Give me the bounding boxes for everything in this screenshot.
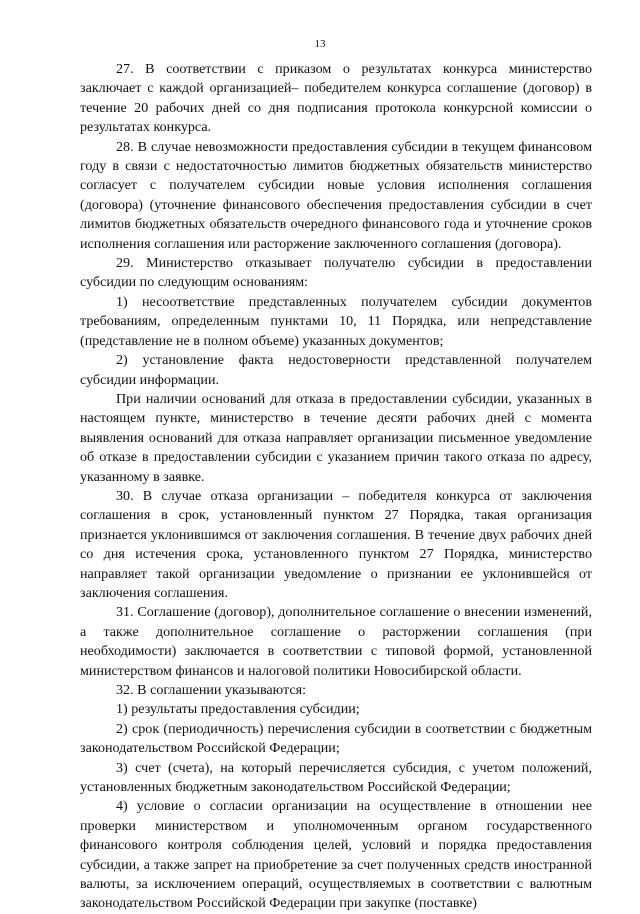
- paragraph-32-item-1: 1) результаты предоставления субсидии;: [116, 701, 360, 718]
- paragraph-31: 31. Соглашение (договор), дополнительное соглашение о внесении изменений, а также дополнительное соглашение о расторжении соглашения (при необходимости) заключается в соответствии с типовой формой, установленной министерством финансов и налоговой политики Новосибирской области.: [80, 604, 592, 679]
- paragraph-28: 28. В случае невозможности предоставления субсидии в текущем финансовом году в связи с недостаточностью лимитов бюджетных обязательств министерство согласует с получателем субсидии новые условия исполнения соглашения (договора) (уточнение финансового обеспечения предоставления субсидии в счет лимитов бюджетных обязательств очередного финансового года и уточнение сроков исполнения соглашения или расторжение заключенного соглашения (договора).: [80, 138, 592, 252]
- paragraph-32-item-2: 2) срок (периодичность) перечисления субсидии в соответствии с бюджетным законодательством Российской Федерации;: [80, 720, 592, 757]
- paragraph-29: 29. Министерство отказывает получателю субсидии в предоставлении субсидии по следующим основаниям:: [80, 255, 592, 291]
- paragraph-32: 32. В соглашении указываются:: [116, 682, 307, 698]
- paragraph-29-item-1: 1) несоответствие представленных получателем субсидии документов требованиям, определенным пунктами 10, 11 Порядка, или непредставление (представление не в полном объеме) указанных документов;: [80, 293, 592, 349]
- paragraph-27: 27. В соответствии с приказом о результатах конкурса министерство заключает с каждой организацией– победителем конкурса соглашение (договор) в течение 20 рабочих дней со дня подписания протокола конкурсной комиссии о результатах конкурса.: [80, 61, 592, 136]
- paragraph-29-item-2: 2) установление факта недостоверности представленной получателем субсидии информации.: [80, 352, 592, 388]
- paragraph-29-refusal: При наличии оснований для отказа в предоставлении субсидии, указанных в настоящем пункте, министерство в течение десяти рабочих дней с момента выявления оснований для отказа направляет организации письменное уведомление об отказе в предоставлении субсидии с указанием причин такого отказа по адресу, указанному в заявке.: [80, 390, 592, 485]
- page-number: 13: [314, 38, 326, 50]
- paragraph-32-item-4: 4) условие о согласии организации на осуществление в отношении нее проверки министерством и уполномоченным органом государственного финансового контроля соблюдения целей, условий и порядка предоставления субсидии, а также запрет на приобретение за счет полученных средств иностранной валюты, за исключением операций, осуществляемых в соответствии с валютным законодательством Российской Федерации при закупке (поставке): [80, 798, 592, 912]
- document-body: [80, 60, 592, 914]
- paragraph-32-item-3: 3) счет (счета), на который перечисляется субсидия, с учетом положений, установленных бюджетным законодательством Российской Федерации;: [80, 759, 592, 796]
- paragraph-30: 30. В случае отказа организации – победителя конкурса от заключения соглашения в срок, установленный пунктом 27 Порядка, такая организация признается уклонившимся от заключения соглашения. В течение двух рабочих дней со дня истечения срока, установленного пунктом 27 Порядка, министерство направляет такой организации уведомление о признании ее уклонившейся от заключения соглашения.: [80, 487, 592, 601]
